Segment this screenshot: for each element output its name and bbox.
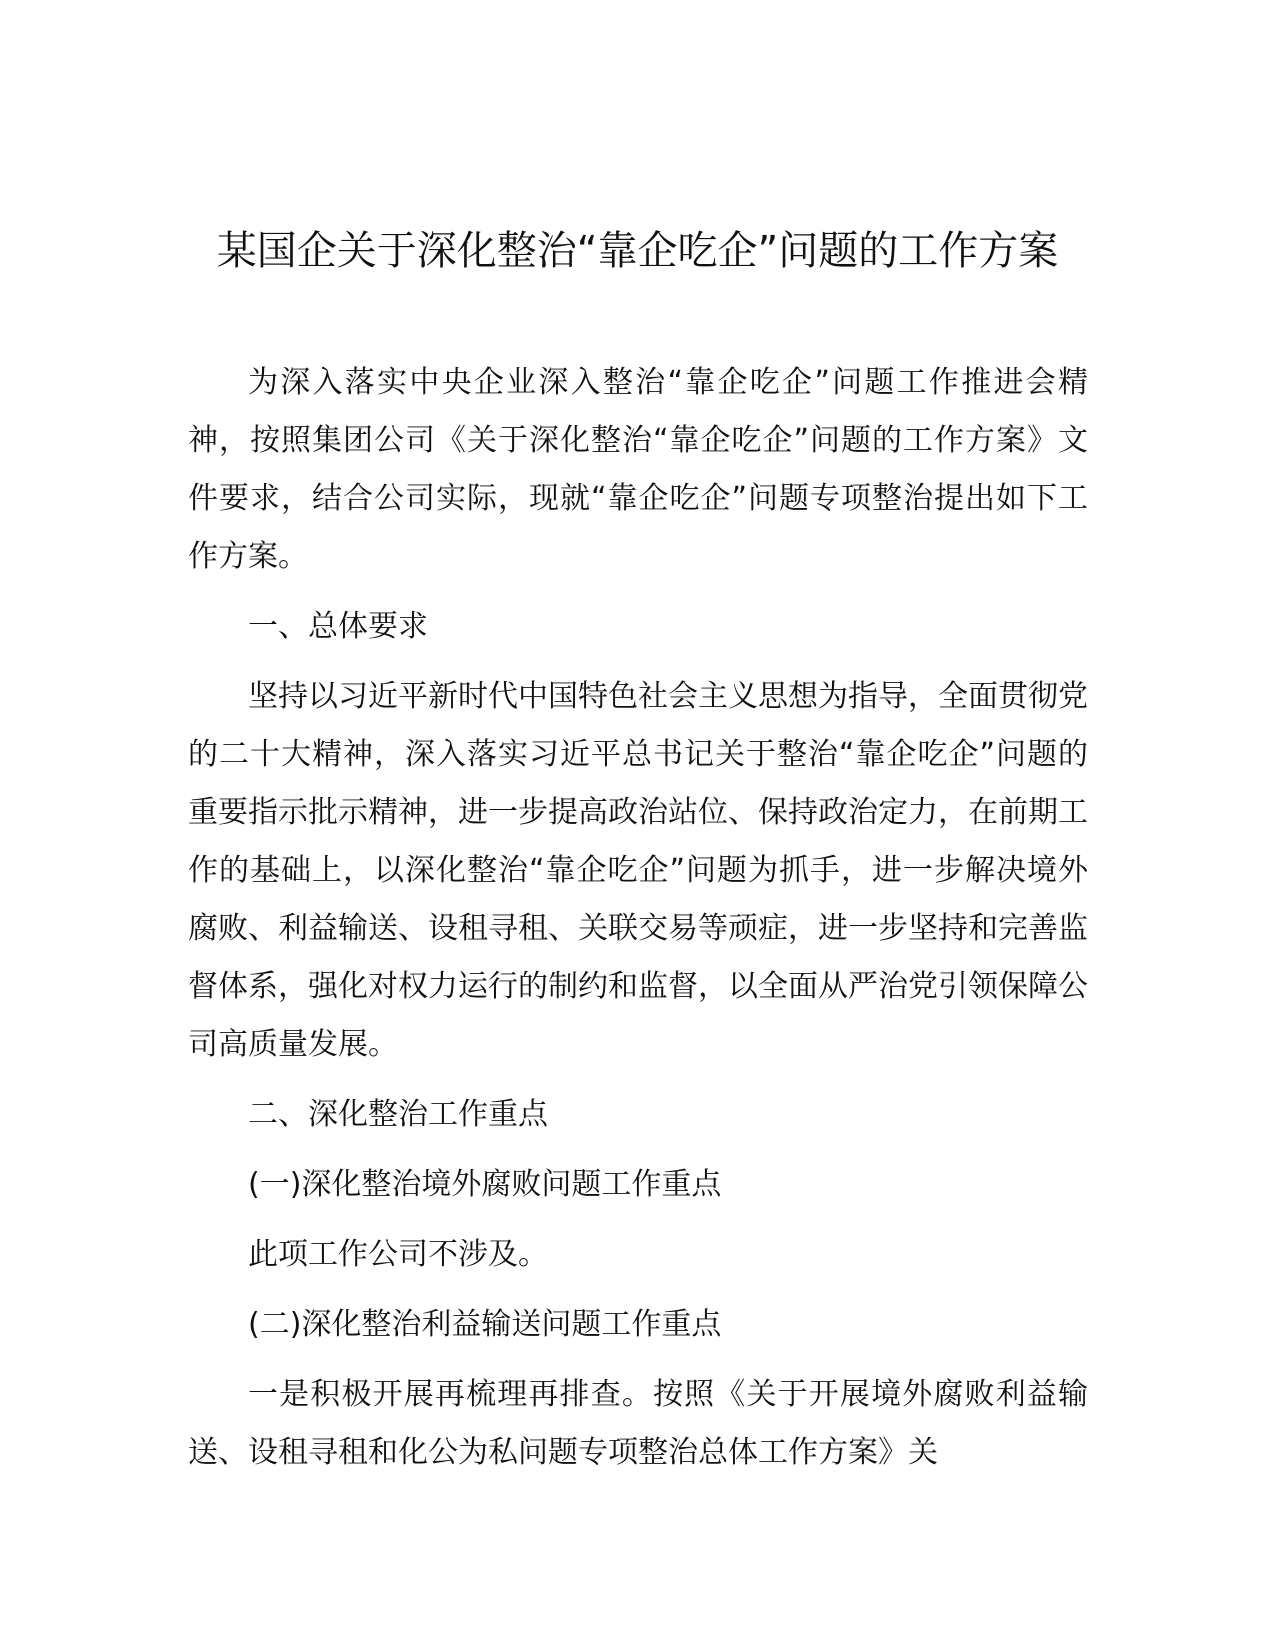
document-body xyxy=(188,354,1088,1494)
subsection-heading-overseas-corruption: (一)深化整治境外腐败问题工作重点 xyxy=(248,1167,722,1202)
document-title: 某国企关于深化整治“靠企吃企”问题的工作方案 xyxy=(216,228,1059,274)
overseas-corruption-paragraph: 此项工作公司不涉及。 xyxy=(248,1237,548,1272)
general-requirements-paragraph: 坚持以习近平新时代中国特色社会主义思想为指导，全面贯彻党的二十大精神，深入落实习近平总书记关于整治“靠企吃企”问题的重要指示批示精神，进一步提高政治站位、保持政治定力，在前期工作的基础上，以深化整治“靠企吃企”问题为抓手，进一步解决境外腐败、利益输送、设租寻租、关联交易等顽症，进一步坚持和完善监督体系，强化对权力运行的制约和监督，以全面从严治党引领保障公司高质量发展。 xyxy=(188,679,1088,1062)
section-heading-key-points: 二、深化整治工作重点 xyxy=(248,1097,548,1132)
intro-paragraph: 为深入落实中央企业深入整治“靠企吃企”问题工作推进会精神，按照集团公司《关于深化整治“靠企吃企”问题的工作方案》文件要求，结合公司实际，现就“靠企吃企”问题专项整治提出如下工作方案。 xyxy=(188,365,1088,574)
section-heading-general-requirements: 一、总体要求 xyxy=(248,609,428,644)
benefit-transfer-paragraph: 一是积极开展再梳理再排查。按照《关于开展境外腐败利益输送、设租寻租和化公为私问题专项整治总体工作方案》关 xyxy=(188,1377,1088,1470)
subsection-heading-benefit-transfer: (二)深化整治利益输送问题工作重点 xyxy=(248,1307,722,1342)
